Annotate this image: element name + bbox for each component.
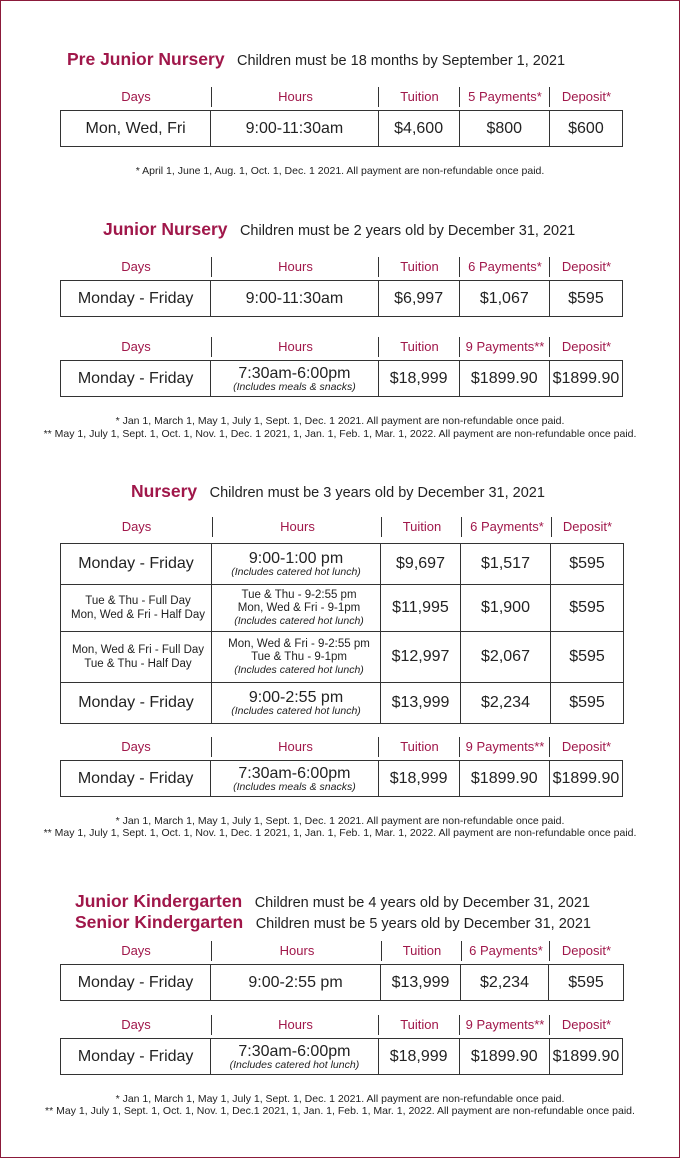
cell-hours [212,544,381,585]
footnote: * Jan 1, March 1, May 1, July 1, Sept. 1, Dec. 1 2021. All payment are non-refundable once paid. [115,415,565,427]
cell-days: Monday - Friday [61,361,211,397]
cell-days: Mon, Wed, Fri [61,111,211,147]
cell-tuition: $9,697 [381,544,461,585]
hours-note: (Includes meals & snacks) [233,380,356,393]
col-hours: Hours [212,517,382,537]
junior-nursery-table [60,280,623,317]
table-row [61,965,624,1001]
hours-text: 7:30am-6:00pm [238,1042,351,1060]
col-deposit: Deposit* [549,87,623,107]
table-row [61,281,623,317]
nursery-table [60,543,624,724]
section-title: Junior Kindergarten [75,891,243,911]
pre-junior-heading [67,49,565,70]
cell-tuition: $18,999 [378,761,459,797]
cell-deposit: $600 [549,111,622,147]
cell-days [61,632,212,683]
col-payments: 6 Payments* [461,517,552,537]
cell-hours [211,361,378,397]
cell-days: Monday - Friday [61,544,212,585]
col-deposit: Deposit* [549,337,623,357]
col-hours: Hours [211,337,379,357]
cell-payments: $1899.90 [459,761,549,797]
cell-deposit: $595 [549,965,624,1001]
table-header [61,1015,622,1035]
section-subtitle: Children must be 5 years old by December 31, 2021 [255,916,591,932]
hours-note: (Includes catered hot lunch) [229,1058,360,1071]
cell-tuition: $12,997 [381,632,461,683]
junior-nursery-heading [103,219,575,240]
col-payments: 6 Payments* [461,941,550,961]
col-deposit: Deposit* [549,1015,623,1035]
col-payments: 6 Payments* [459,257,550,277]
col-deposit: Deposit* [549,257,623,277]
cell-days: Monday - Friday [61,281,211,317]
cell-tuition: $18,999 [378,361,459,397]
hours-text: 9:00-2:55 pm [248,689,344,706]
cell-payments: $1,067 [459,281,549,317]
col-hours: Hours [211,737,379,757]
cell-days: Monday - Friday [61,761,211,797]
col-tuition: Tuition [381,941,462,961]
nursery-heading [131,481,545,502]
cell-payments: $1899.90 [459,361,549,397]
cell-payments: $1,517 [461,544,551,585]
section-title: Junior Nursery [103,219,228,239]
cell-hours: 9:00-11:30am [211,111,378,147]
col-tuition: Tuition [378,1015,460,1035]
cell-tuition: $18,999 [378,1039,459,1075]
footnote: ** May 1, July 1, Sept. 1, Oct. 1, Nov. 1, Dec. 1 2021, 1, Jan. 1, Feb. 1, Mar. 1, 2022. All payment are non-refundable once paid. [43,428,637,440]
col-tuition: Tuition [378,737,460,757]
cell-deposit: $595 [549,281,622,317]
cell-hours [212,585,381,632]
col-tuition: Tuition [378,257,460,277]
col-days: Days [121,259,151,274]
cell-deposit: $595 [551,585,624,632]
cell-deposit: $595 [551,544,624,585]
table-row [61,761,623,797]
col-deposit: Deposit* [549,737,623,757]
table-header [61,737,622,757]
cell-hours: 9:00-2:55 pm [211,965,381,1001]
cell-tuition: $4,600 [378,111,459,147]
cell-hours [212,632,381,683]
hours-note: (Includes catered hot lunch) [234,663,364,676]
col-deposit: Deposit* [551,517,623,537]
cell-tuition: $13,999 [381,965,461,1001]
col-payments: 9 Payments** [459,737,550,757]
section-subtitle: Children must be 18 months by September 1, 2021 [237,53,566,69]
table-row [61,632,624,683]
footnote: ** May 1, July 1, Sept. 1, Oct. 1, Nov. 1, Dec.1 2021, 1, Jan. 1, Feb. 1, Mar. 1, 2022. All payment are non-refundable once paid. [45,1105,635,1117]
hours-line: Mon, Wed & Fri - 9-1pm [237,601,361,614]
hours-line: Mon, Wed & Fri - 9-2:55 pm [228,637,370,650]
cell-days: Monday - Friday [61,965,211,1001]
junior-nursery-fullday-table [60,360,623,397]
footnote: * April 1, June 1, Aug. 1, Oct. 1, Dec. 1 2021. All payment are non-refundable once paid. [135,165,545,177]
cell-payments: $2,234 [461,683,551,724]
section-title: Pre Junior Nursery [67,49,225,69]
cell-days: Monday - Friday [61,683,212,724]
cell-days [61,585,212,632]
hours-line: Tue & Thu - 9-1pm [251,650,347,663]
table-row [61,111,623,147]
table-row [61,544,624,585]
cell-deposit: $1899.90 [549,1039,622,1075]
table-row [61,683,624,724]
section-subtitle: Children must be 4 years old by December 31, 2021 [254,895,590,911]
footnote: * Jan 1, March 1, May 1, July 1, Sept. 1, Dec. 1 2021. All payment are non-refundable once paid. [115,1093,565,1105]
hours-text: 7:30am-6:00pm [238,764,351,782]
col-tuition: Tuition [381,517,462,537]
cell-deposit: $1899.90 [549,361,622,397]
cell-tuition: $13,999 [381,683,461,724]
hours-text: 9:00-1:00 pm [248,550,344,567]
days-line: Tue & Thu - Full Day [85,595,191,607]
col-days: Days [121,943,151,958]
col-days: Days [121,1017,151,1032]
cell-hours: 9:00-11:30am [211,281,378,317]
hours-text: 7:30am-6:00pm [238,364,351,382]
cell-payments: $1899.90 [459,1039,549,1075]
section-subtitle: Children must be 2 years old by December 31, 2021 [239,223,576,239]
footnote: ** May 1, July 1, Sept. 1, Oct. 1, Nov. 1, Dec. 1 2021, 1, Jan. 1, Feb. 1, Mar. 1, 2022. All payment are non-refundable once paid. [43,827,637,839]
cell-payments: $2,234 [461,965,549,1001]
days-line: Mon, Wed & Fri - Half Day [71,609,205,621]
cell-hours [211,1039,378,1075]
days-line: Mon, Wed & Fri - Full Day [71,644,205,656]
days-line: Tue & Thu - Half Day [84,658,192,670]
col-hours: Hours [211,87,379,107]
cell-days: Monday - Friday [61,1039,211,1075]
cell-payments: $2,067 [461,632,551,683]
col-days: Days [121,89,151,104]
cell-tuition: $6,997 [378,281,459,317]
junior-kindergarten-heading [75,891,590,912]
cell-payments: $800 [459,111,549,147]
hours-note: (Includes meals & snacks) [233,780,356,793]
nursery-fullday-table [60,760,623,797]
footnote: * Jan 1, March 1, May 1, July 1, Sept. 1, Dec. 1 2021. All payment are non-refundable once paid. [115,815,565,827]
hours-note: (Includes catered hot lunch) [231,566,361,578]
pre-junior-table [60,110,623,147]
table-header [61,87,622,107]
col-hours: Hours [211,941,382,961]
table-row [61,361,623,397]
table-header [61,517,622,537]
table-header [61,941,622,961]
cell-deposit: $595 [551,683,624,724]
col-hours: Hours [211,1015,379,1035]
table-row [61,1039,623,1075]
table-row [61,585,624,632]
section-title: Senior Kindergarten [75,912,244,932]
col-tuition: Tuition [378,87,460,107]
cell-deposit: $1899.90 [549,761,622,797]
senior-kindergarten-heading [75,912,591,933]
cell-hours [211,761,378,797]
cell-tuition: $11,995 [381,585,461,632]
section-subtitle: Children must be 3 years old by December 31, 2021 [209,485,545,501]
cell-payments: $1,900 [461,585,551,632]
col-days: Days [121,339,151,354]
col-payments: 9 Payments** [459,337,550,357]
col-tuition: Tuition [378,337,460,357]
col-days: Days [121,519,152,534]
hours-note: (Includes catered hot lunch) [234,614,364,627]
kindergarten-table [60,964,624,1001]
section-title: Nursery [131,481,198,501]
hours-note: (Includes catered hot lunch) [231,705,361,717]
col-payments: 9 Payments** [459,1015,550,1035]
table-header [61,257,622,277]
col-days: Days [121,739,151,754]
col-deposit: Deposit* [549,941,623,961]
kindergarten-fullday-table [60,1038,623,1075]
cell-hours [212,683,381,724]
cell-deposit: $595 [551,632,624,683]
col-hours: Hours [211,257,379,277]
hours-line: Tue & Thu - 9-2:55 pm [241,588,357,601]
col-payments: 5 Payments* [459,87,550,107]
table-header [61,337,622,357]
